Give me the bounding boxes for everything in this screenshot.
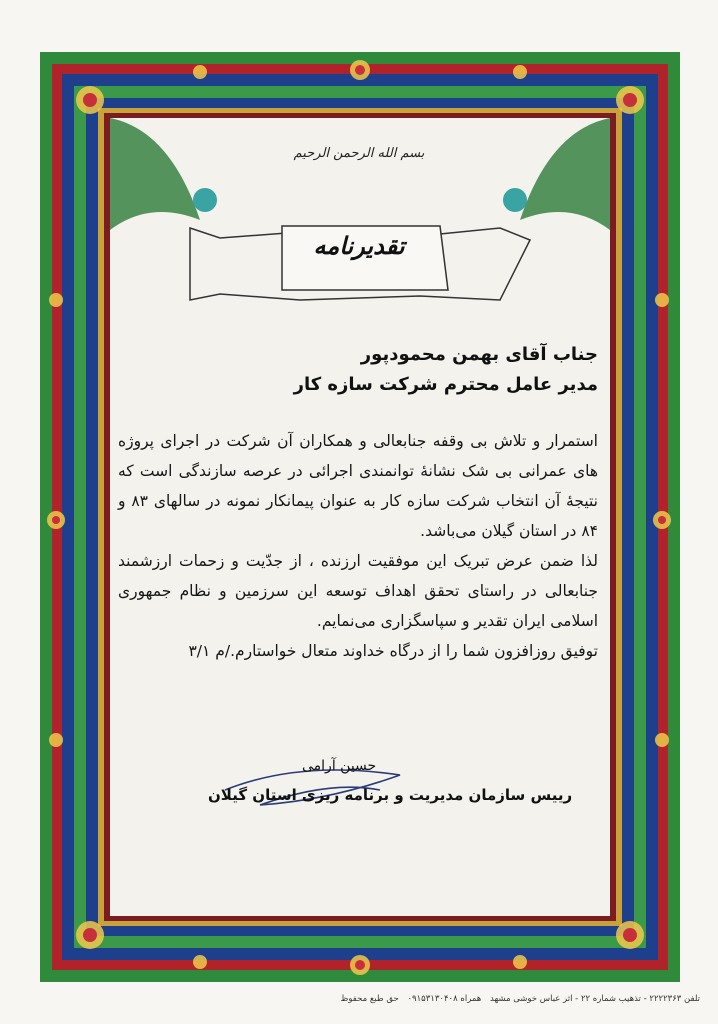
recipient-name: جناب آقای بهمن محمودپور [360,344,598,365]
footer-address: تلفن ۲۲۲۲۳۶۳ - تذهیب شماره ۲۲ - اثر عباس خوشی مشهد [489,994,700,1004]
body-paragraph-3: توفیق روزافزون شما را از درگاه خداوند متعال خواستارم./م ۳/۱ [188,642,598,660]
certificate-body [118,426,598,666]
footer-credits [200,994,700,1004]
body-paragraph-2: لذا ضمن عرض تبریک این موفقیت ارزنده ، از جدّیت و زحمات ارزشمند جنابعالی در راستای تحقق اهداف توسعه این سرزمین و نظام جمهوری اسلامی ایران تقدیر و سپاسگزاری می‌نمایم. [118,552,598,630]
certificate-title: تقدیرنامه [313,232,405,260]
recipient-block [294,340,598,400]
certificate-content [112,118,606,918]
footer-rights: حق طبع محفوظ [340,994,399,1004]
signatory-title: رییس سازمان مدیریت و برنامه ریزی استان گیلان [208,786,573,804]
recipient-position: مدیر عامل محترم شرکت سازه کار [293,374,598,395]
signatory-name: حسین آرامی [302,758,377,774]
basmala: بسم الله الرحمن الرحیم [293,146,425,161]
footer-mobile: همراه ۰۹۱۵۳۱۳۰۴۰۸ [407,994,482,1004]
body-paragraph-1: استمرار و تلاش بی وقفه جنابعالی و همکاران آن شرکت در اجرای پروژه های عمرانی بی شک نشانهٔ توانمندی اجرائی در عرصه سازندگی است که نتیجهٔ آن انتخاب شرکت سازه کار به عنوان پیمانکار نمونه در سالهای ۸۳ و ۸۴ در استان گیلان می‌باشد. [118,432,599,540]
